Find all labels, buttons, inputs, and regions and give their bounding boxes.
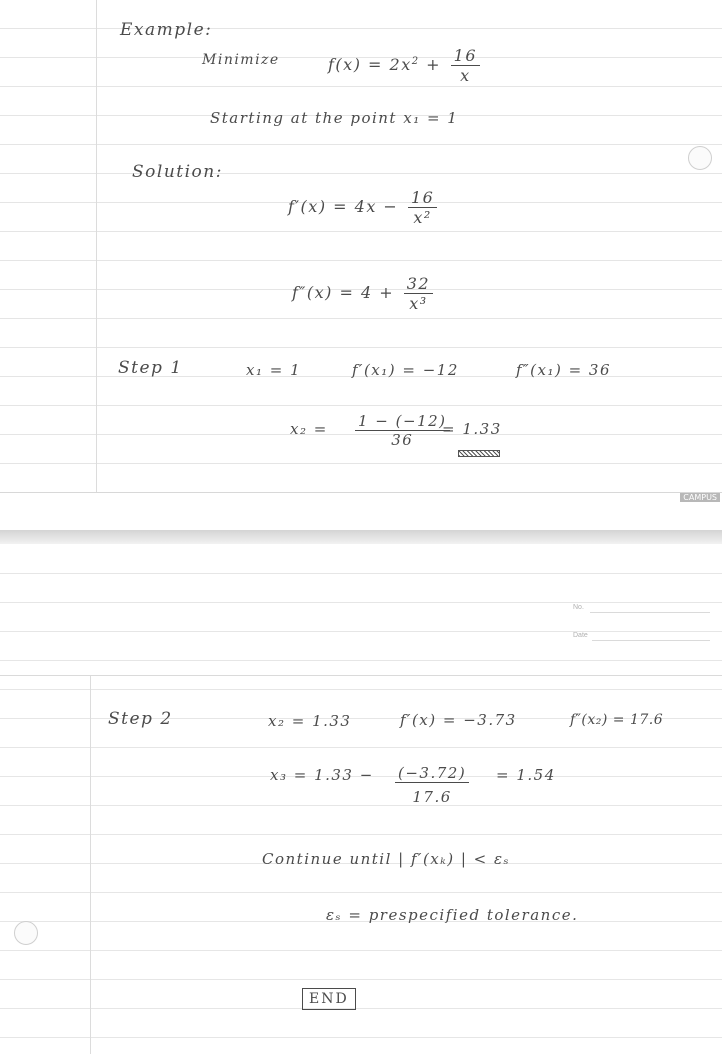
x2-numerator: 1 − (−12): [355, 412, 450, 431]
page-separator: [0, 530, 722, 544]
notebook-page-2: [0, 545, 722, 1054]
x3-fraction: [392, 764, 472, 806]
continue-until-text: Continue until | f′(xₖ) | < εₛ: [262, 850, 511, 868]
step1-first-derivative: f′(x₁) = −12: [352, 361, 459, 379]
header-no-line: [590, 612, 710, 613]
example-heading: Example:: [120, 20, 213, 40]
scribble-mark: [456, 438, 500, 457]
f-exponent: 2: [411, 55, 420, 67]
f-denominator: x: [460, 66, 471, 86]
fp-lhs: f′(x) = 4x −: [288, 197, 399, 217]
notebook-page-1: [0, 0, 722, 502]
second-derivative: [292, 274, 436, 313]
end-label: END: [302, 988, 356, 1010]
step1-label: Step 1: [118, 358, 183, 378]
header-date-line: [592, 640, 710, 641]
step2-second-derivative: f″(x₂) = 17.6: [570, 712, 664, 728]
x2-result: = 1.33: [442, 420, 502, 438]
x3-numerator: (−3.72): [395, 764, 469, 783]
x2-lhs: x₂ =: [290, 420, 328, 438]
punch-hole: [14, 921, 38, 945]
punch-hole: [688, 146, 712, 170]
starting-point-text: Starting at the point x₁ = 1: [210, 109, 459, 127]
tolerance-text: εₛ = prespecified tolerance.: [326, 906, 579, 924]
fp-fraction: [408, 188, 437, 227]
page1-margin-line: [96, 0, 97, 492]
step2-label: Step 2: [108, 709, 173, 729]
notebook-brand-label: CAMPUS: [680, 493, 720, 502]
step1-x1: x₁ = 1: [246, 361, 302, 379]
fpp-fraction: [404, 274, 433, 313]
fp-numerator: 16: [408, 188, 437, 208]
objective-function: [328, 46, 483, 85]
step2-first-derivative: f′(x) = −3.73: [400, 711, 517, 729]
fpp-lhs: f″(x) = 4 +: [292, 283, 395, 303]
f-fraction: [451, 46, 480, 85]
fpp-denominator: x³: [409, 294, 428, 314]
x3-result: = 1.54: [496, 766, 556, 784]
x2-result-wrap: [442, 420, 502, 438]
x2-denominator: 36: [391, 431, 414, 449]
step1-second-derivative: f″(x₁) = 36: [516, 361, 612, 379]
x3-lhs: x₃ = 1.33 −: [270, 766, 374, 784]
solution-heading: Solution:: [132, 162, 223, 182]
header-no-label: No.: [573, 604, 584, 611]
end-box: [302, 991, 356, 1007]
x2-fraction: [352, 412, 453, 449]
minimize-word: Minimize: [202, 52, 280, 68]
fp-denominator: x²: [413, 208, 432, 228]
step2-x2: x₂ = 1.33: [268, 712, 352, 730]
f-lhs: f(x) = 2x: [328, 55, 412, 75]
f-numerator: 16: [451, 46, 480, 66]
f-plus: +: [419, 55, 448, 75]
fpp-numerator: 32: [404, 274, 433, 294]
x3-denominator: 17.6: [412, 788, 452, 806]
first-derivative: [288, 188, 440, 227]
page2-margin-line: [90, 675, 91, 1054]
header-date-label: Date: [573, 632, 588, 639]
header-separator: [0, 675, 722, 676]
